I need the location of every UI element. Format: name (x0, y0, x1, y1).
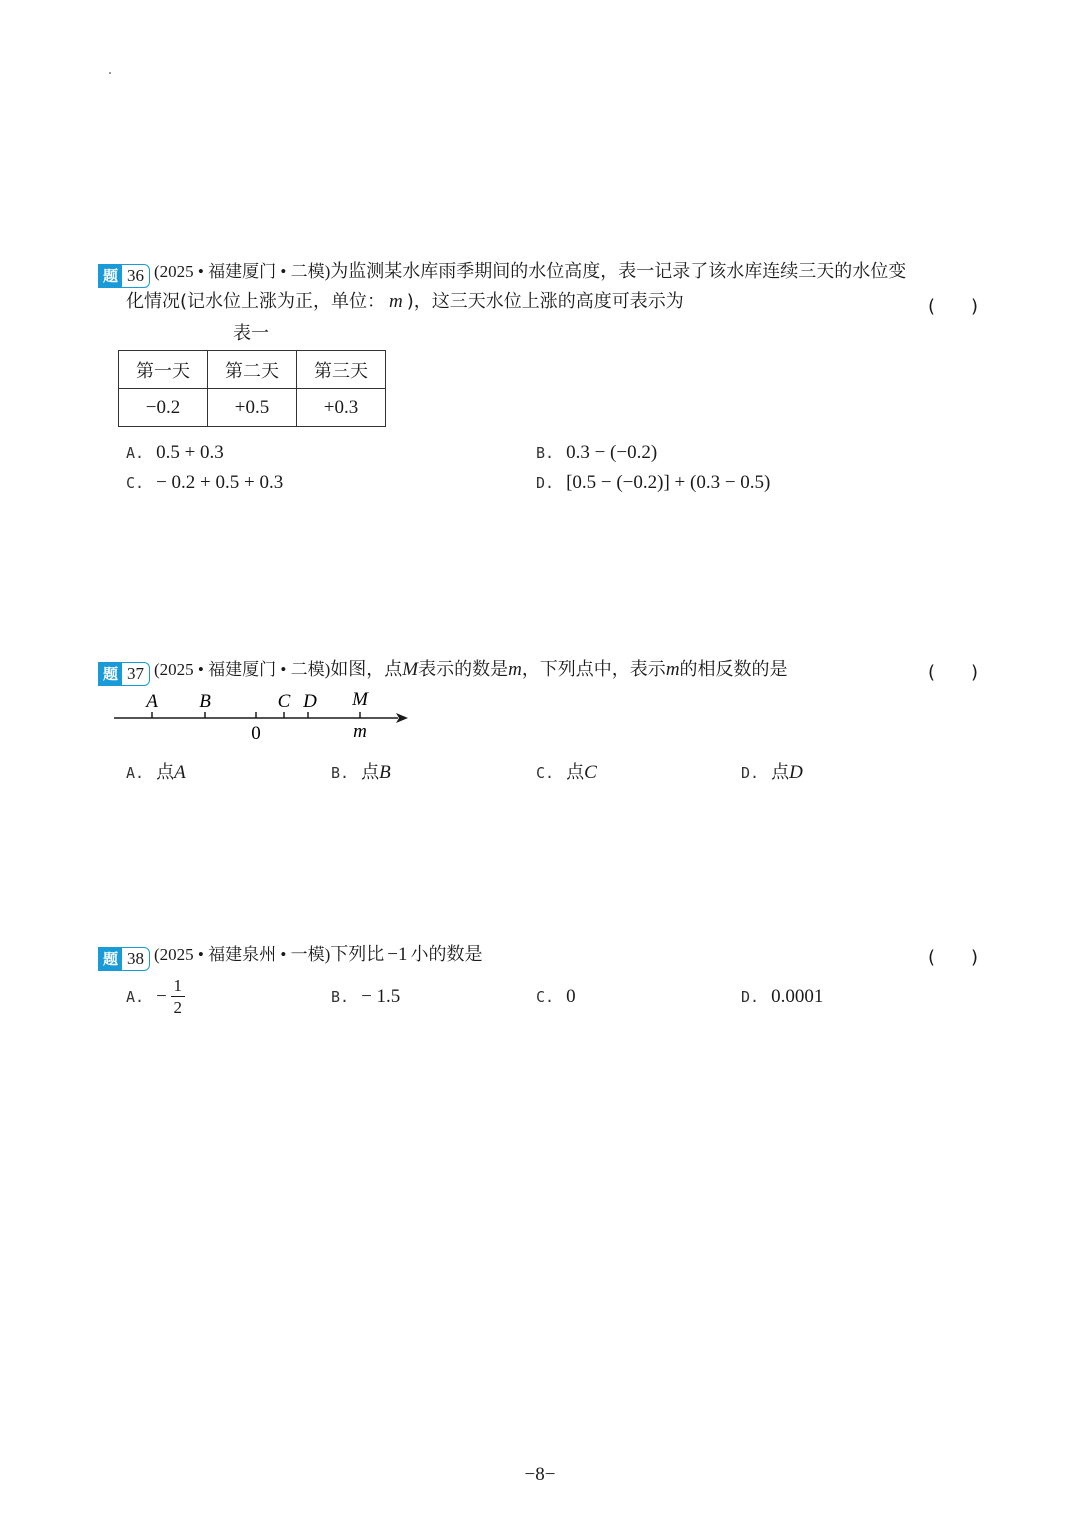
question-source: (2025 • 福建泉州 • 一模) (154, 945, 331, 964)
scan-speck (109, 72, 111, 74)
option-a: A. 0.5 + 0.3 (126, 442, 224, 463)
table-value-cell: +0.5 (208, 389, 297, 427)
question-number: 37 (127, 664, 145, 683)
question-38-line1: 题 38 (2025 • 福建泉州 • 一模)下列比 −1 小的数是 (98, 943, 482, 971)
point-label-c: C (277, 691, 291, 712)
table-value-row (119, 389, 386, 427)
question-badge: 题 36 (98, 264, 150, 288)
answer-bracket: ( ) (927, 947, 978, 968)
table-header-cell: 第一天 (119, 351, 208, 389)
table-header-row (119, 351, 386, 389)
m-value-label: m (353, 721, 367, 742)
option-c: C. 0 (536, 986, 576, 1007)
point-label-b: B (199, 691, 211, 712)
table-header-cell: 第二天 (208, 351, 297, 389)
table-header-cell: 第三天 (297, 351, 386, 389)
option-c: C. 点C (536, 762, 597, 783)
answer-bracket: ( ) (927, 662, 978, 683)
question-source: (2025 • 福建厦门 • 二模) (154, 262, 331, 281)
question-36-line1 (98, 260, 906, 288)
page-number: −8− (524, 1464, 556, 1485)
water-level-table (118, 350, 386, 427)
option-a: A. − $\frac{1}{2}$ (126, 977, 185, 1016)
table-value-cell: +0.3 (297, 389, 386, 427)
question-stem: 为监测某水库雨季期间的水位高度，表一记录了该水库连续三天的水位变 (330, 261, 907, 282)
question-36 (98, 260, 988, 500)
option-d: D. 0.0001 (741, 986, 824, 1007)
question-source: (2025 • 福建厦门 • 二模) (154, 660, 331, 679)
option-d: D. 点D (741, 762, 803, 783)
question-badge: 题 37 (98, 662, 150, 686)
table-value-cell: −0.2 (119, 389, 208, 427)
question-number: 36 (127, 266, 145, 285)
table-caption: 表一 (233, 323, 269, 344)
option-c: C. − 0.2 + 0.5 + 0.3 (126, 472, 284, 493)
question-37-line1: 题 37 (2025 • 福建厦门 • 二模)如图，点M表示的数是m，下列点中，表示m的相反数的是 (98, 658, 788, 686)
question-36-line2: 化情况(记水位上涨为正，单位： m )，这三天水位上涨的高度可表示为 (126, 291, 684, 312)
question-37 (98, 658, 988, 798)
option-d: D. [0.5 − (−0.2)] + (0.3 − 0.5) (536, 472, 771, 493)
question-number: 38 (127, 949, 145, 968)
number-line-figure (112, 686, 412, 748)
question-38 (98, 943, 988, 1023)
option-b: B. 点B (331, 762, 391, 783)
point-label-m: M (352, 689, 368, 710)
option-b: B. − 1.5 (331, 986, 401, 1007)
option-b: B. 0.3 − (−0.2) (536, 442, 658, 463)
point-label-d: D (303, 691, 317, 712)
point-label-a: A (146, 691, 158, 712)
question-badge: 题 38 (98, 947, 150, 971)
origin-label: 0 (251, 723, 261, 744)
answer-bracket: ( ) (927, 296, 978, 317)
fraction-one-half: $\frac{1}{2}$ (171, 977, 185, 1016)
option-a: A. 点A (126, 762, 186, 783)
